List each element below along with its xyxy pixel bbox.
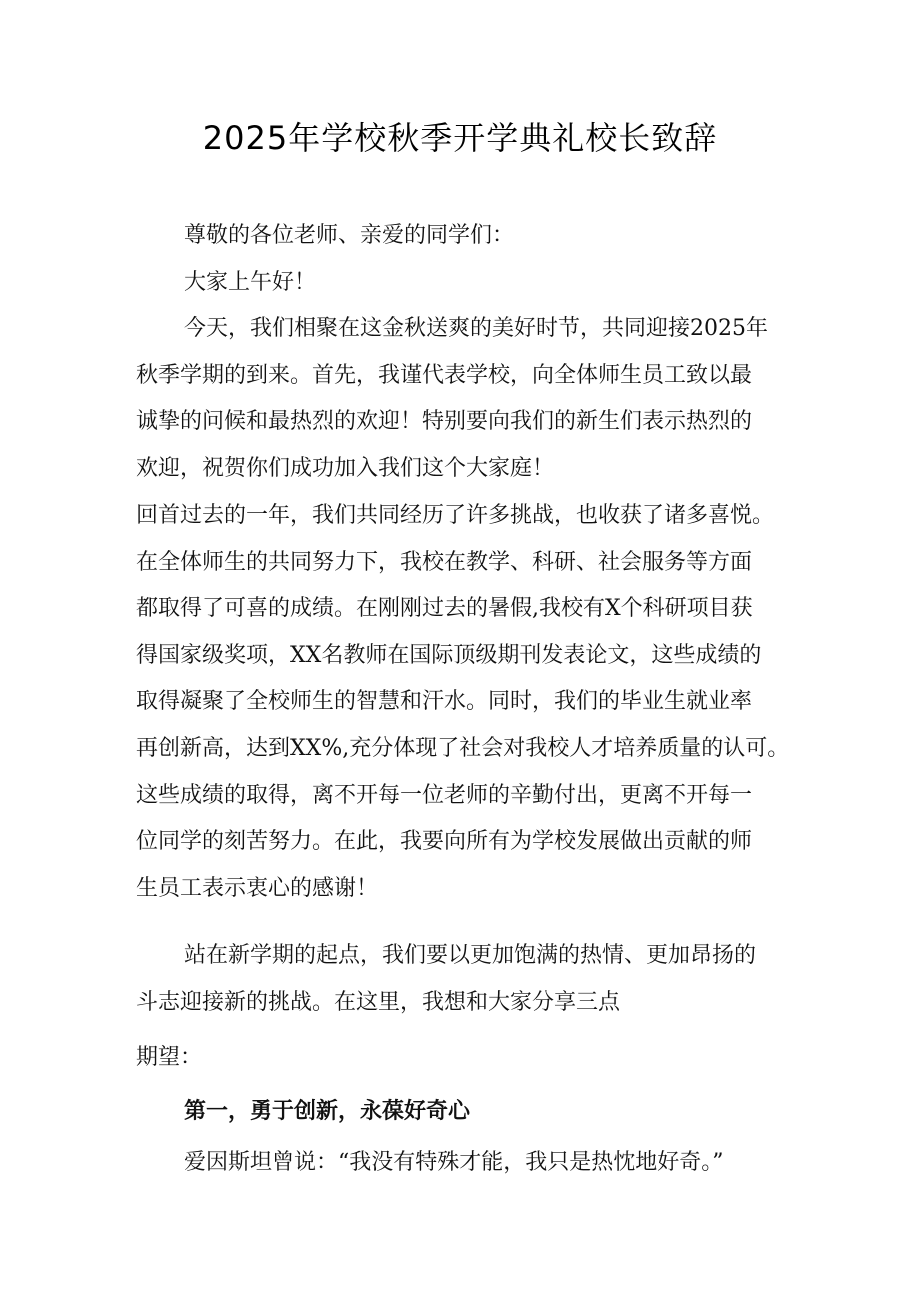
paragraph-line: 得国家级奖项，XX名教师在国际顶级期刊发表论文，这些成绩的 <box>136 642 762 668</box>
paragraph-line: 回首过去的一年，我们共同经历了许多挑战，也收获了诸多喜悦。 <box>136 503 775 528</box>
paragraph-line: 斗志迎接新的挑战。在这里，我想和大家分享三点 <box>136 989 621 1015</box>
paragraph-line: 取得凝聚了全校师生的智慧和汗水。同时，我们的毕业生就业率 <box>136 689 753 715</box>
paragraph-line: 诚挚的问候和最热烈的欢迎！特别要向我们的新生们表示热烈的 <box>136 409 753 435</box>
paragraph-line: 欢迎，祝贺你们成功加入我们这个大家庭！ <box>136 455 555 481</box>
section-heading: 第一，勇于创新，永葆好奇心 <box>184 1098 471 1124</box>
paragraph-line: 期望： <box>136 1045 203 1070</box>
paragraph-welcome <box>136 306 796 492</box>
document-title: 2025年学校秋季开学典礼校长致辞 <box>202 119 718 157</box>
paragraph-line: 都取得了可喜的成绩。在刚刚过去的暑假,我校有X个科研项目获 <box>136 596 753 622</box>
paragraph-line: 这些成绩的取得，离不开每一位老师的辛勤付出，更离不开每一 <box>136 782 753 808</box>
salutation: 尊敬的各位老师、亲爱的同学们： <box>184 223 515 248</box>
paragraph-line: 再创新高，达到XX%,充分体现了社会对我校人才培养质量的认可。 <box>136 735 790 761</box>
speech-opening <box>136 213 796 306</box>
paragraph-expectations-tail <box>136 1035 796 1082</box>
paragraph-line: 秋季学期的到来。首先，我谨代表学校，向全体师生员工致以最 <box>136 362 753 388</box>
greeting: 大家上午好！ <box>184 269 317 295</box>
paragraph-line: 在全体师生的共同努力下，我校在教学、科研、社会服务等方面 <box>136 549 753 575</box>
paragraph-review <box>136 493 796 912</box>
paragraph-expectations <box>136 933 796 1026</box>
paragraph-line: 生员工表示衷心的感谢！ <box>136 875 379 901</box>
paragraph-line: 站在新学期的起点，我们要以更加饱满的热情、更加昂扬的 <box>184 943 757 968</box>
paragraph-line: 爱因斯坦曾说：“我没有特殊才能，我只是热忱地好奇。” <box>184 1150 724 1175</box>
section-heading-1 <box>136 1088 796 1135</box>
paragraph-line: 今天，我们相聚在这金秋送爽的美好时节，共同迎接2025年 <box>184 316 768 341</box>
paragraph-line: 位同学的刻苦努力。在此，我要向所有为学校发展做出贡献的师 <box>136 829 753 855</box>
paragraph-einstein <box>136 1140 796 1187</box>
